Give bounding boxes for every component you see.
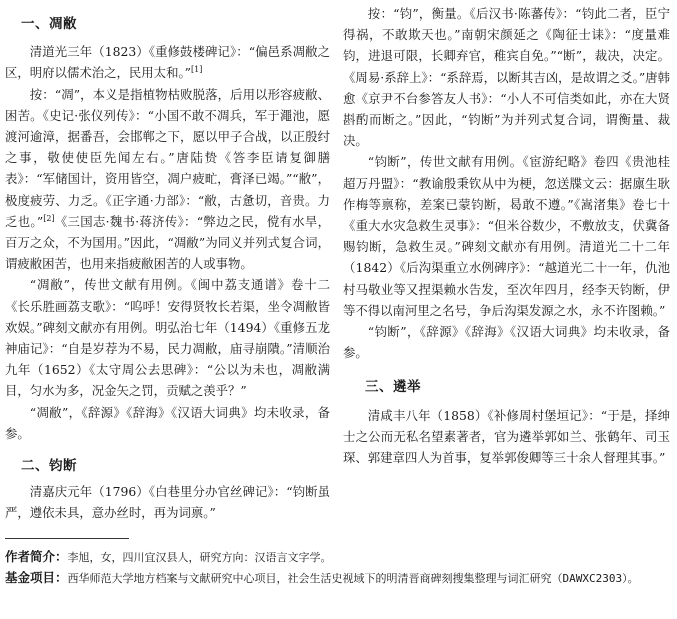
fund-label: 基金项目： xyxy=(5,570,68,585)
paragraph xyxy=(5,84,330,275)
fund-note xyxy=(5,568,667,589)
right-column xyxy=(343,0,670,468)
paragraph: “凋敝”，《辞源》《辞海》《汉语大词典》均未收录，备参。 xyxy=(5,404,330,441)
paragraph: “凋敝”，传世文献有用例。《闽中荔支通谱》卷十二《长乐胜画荔支歌》：“呜呼！安得贤牧长若渠，坐令凋敝皆欢娱。”碑刻文献亦有用例。明弘治七年（1494）《重修五龙神庙记》：“自是岁荐为不易，民力凋敝，庙寻崩隤。”清顺治九年（1652）《太守周公去思碑》：“公以为未也，凋敝满目，匀水为多，况金矢之罚，贡赋之羡乎？” xyxy=(5,277,330,399)
author-note xyxy=(5,547,667,568)
paragraph: 清嘉庆元年（1796）《白巷里分办官丝碑记》：“钧断虽严，遵依未具，意办丝时，再为词禀。” xyxy=(5,484,330,521)
section-heading-diaobi: 一、凋敝 xyxy=(21,16,77,32)
footnote-ref: [1] xyxy=(191,65,203,75)
left-column xyxy=(5,0,330,524)
section-heading-junduan: 二、钧断 xyxy=(21,458,77,475)
paragraph: “钧断”，《辞源》《辞海》《汉语大词典》均未收录，备参。 xyxy=(343,324,670,361)
footnote-divider xyxy=(5,538,129,539)
quote-text: 清道光三年（1823）《重修鼓楼碑记》：“偏邑系凋敝之区，明府以儒术治之，民用太和。” xyxy=(5,44,330,81)
footnote-ref: [2] xyxy=(43,213,55,223)
paragraph: 清咸丰八年（1858）《补修周村堡垣记》：“于是，择绅士之公而无私名望素著者，官为遴举郭如兰、张鹤年、司玉琛、郭建章四人为首事，复举郭俊卿等三十余人督理其事。” xyxy=(343,407,670,466)
annotation-text: 按：“凋”，本义是指植物枯败脱落，后用以形容疲敝、困苦。《史记·张仪列传》：“小国不敢不凋兵，军于澠池，愿渡河逾漳，据番吾，会邯郸之下，愿以甲子合战，以正殷纣之事，敬使使臣先闻左右。”唐陆贽《答李臣请复御膳表》：“军储国计，资用皆空，凋户疲甿，膏泽已竭。”“敝”，极度疲劳、力乏。《正字通·力部》：“敝，古惫切，音贵。力乏也。” xyxy=(5,86,330,229)
paragraph: “钧断”，传世文献有用例。《宦游纪略》卷四《贵池桂超万丹盟》：“教谕殷秉钦从中为梗，忽送牒文云：据廪生耿作梅等禀称，差案已蒙钧断，曷敢不遵。”《嵩渚集》卷七十《重大水灾急救生灵事》：“但米谷数少，不敷放支，伏冀备赐钧断，急救生灵。”碑刻文献亦有用例。清道光二十二年（1842）《后沟渠重立水例碑序》：“越道光二十一年，仇池村马敬业等又捏渠赖水告发，至次年四月，经李天钧断，伊等不得以南河里之名号，争后沟渠发源之水，永不许图赖。” xyxy=(343,154,670,318)
paragraph: 按：“钧”，衡量。《后汉书·陈蕃传》：“钧此二者，臣宁得祸，不敢欺天也。”南朝宋颜延之《陶征士诔》：“度量难钧，进退可限，长卿弃官，稚宾自免。”“断”，裁决，决定。《周易·系辞上》：“系辞焉，以断其吉凶，是故谓之爻。”唐韩愈《京尹不台参答友人书》：“小人不可信类如此，亦在大贤斟酌而断之。”因此，“钧断”为并列式复合词，谓衡量、裁决。 xyxy=(343,6,670,149)
section-heading-linju: 三、遴举 xyxy=(365,379,421,396)
footnote-block xyxy=(5,538,667,589)
paragraph xyxy=(5,41,330,83)
annotation-text-cont: 《三国志·魏书·蒋济传》：“弊边之民，傥有水旱，百万之众，不为国用。”因此，“凋敝”为同义并列式复合词，谓疲敝困苦，也用来指疲敝困苦的人或事物。 xyxy=(5,213,330,272)
fund-text: 西华师范大学地方档案与文献研究中心项目，社会生活史视域下的明清晋商碑刻搜集整理与词汇研究（DAWXC2303）。 xyxy=(67,572,639,585)
author-label: 作者简介： xyxy=(5,549,68,564)
author-text: 李旭，女，四川宜汉县人，研究方向：汉语言文字学。 xyxy=(67,551,332,564)
